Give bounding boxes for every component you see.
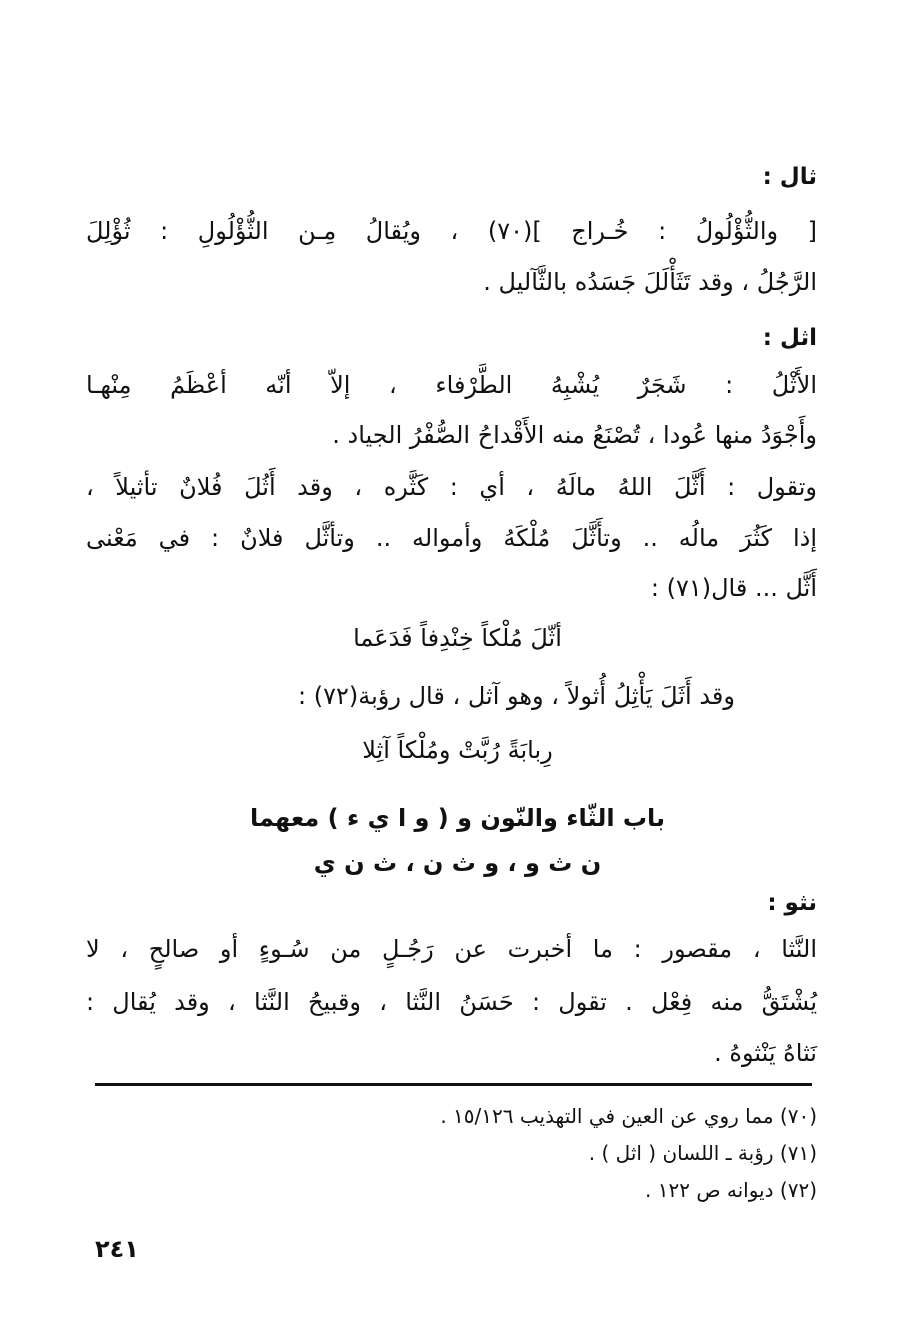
entry-text-line: نَثاهُ يَنْثوهُ . <box>714 1039 817 1067</box>
footnote: (٧٠) مما روي عن العين في التهذيب ١٥/١٢٦ . <box>440 1104 817 1128</box>
entry-heading-thaal: ثال : <box>762 164 817 190</box>
footnote: (٧٢) ديوانه ص ١٢٢ . <box>645 1178 817 1202</box>
entry-text-line: وقد أَثَلَ يَأْثِلُ أُثولاً ، وهو آثل ، قال رؤبة(٧٢) : <box>298 682 735 710</box>
section-roots: ن ث و ، و ث ن ، ث ن ي <box>313 849 602 877</box>
entry-text-line: النَّثا ، مقصور : ما أخبرت عن رَجُـلٍ من سُـوءٍ أو صالحٍ ، لا <box>86 935 817 963</box>
entry-text-line: وأَجْوَدُ منها عُودا ، تُصْنَعُ منه الأَقْداحُ الصُّفْرُ الجياد . <box>332 421 817 449</box>
page-number: ٢٤١ <box>95 1235 139 1263</box>
verse-line: أثّلَ مُلْكاً خِنْدِفاً فَدَعَما <box>353 624 562 652</box>
entry-text-line: أَثَّل ... قال(٧١) : <box>650 574 817 602</box>
entry-text-line: الرَّجُلُ ، وقد تَثَأْلَلَ جَسَدُه بالثَّآليل . <box>483 268 817 296</box>
entry-text-line: إذا كَثُرَ مالُه .. وتأَثَّلَ مُلْكَهُ وأمواله .. وتأثَّل فلانٌ : في مَعْنى <box>86 524 817 552</box>
entry-heading-athl: اثل : <box>762 325 817 351</box>
entry-text-line: الأَثْلُ : شَجَرٌ يُشْبِهُ الطَّرْفاء ، إلاّ أنّه أعْظَمُ مِنْهـا <box>86 371 817 399</box>
entry-text-line: [ والثُّؤْلُولُ : خُـراج ](٧٠) ، ويُقالُ مِـن الثُّؤْلُولِ : ثُؤْلِلَ <box>86 217 817 245</box>
footnote: (٧١) رؤبة ـ اللسان ( اثل ) . <box>588 1141 817 1165</box>
entry-text-line: يُشْتَقُّ منه فِعْل . تقول : حَسَنُ النَّثا ، وقبيحُ النَّثا ، وقد يُقال : <box>86 988 817 1016</box>
entry-heading-nathw: نثو : <box>767 890 817 916</box>
entry-text-line: وتقول : أَثَّلَ اللهُ مالَهُ ، أي : كَثَّره ، وقد أَثُلَ فُلانٌ تأثيلاً ، <box>86 473 817 501</box>
footnote-divider <box>95 1083 812 1086</box>
verse-line: رِبابَةً رُبَّتْ ومُلْكاً آثِلا <box>362 736 553 764</box>
section-title: باب الثّاء والنّون و ( و ا ي ء ) معهما <box>249 804 666 832</box>
